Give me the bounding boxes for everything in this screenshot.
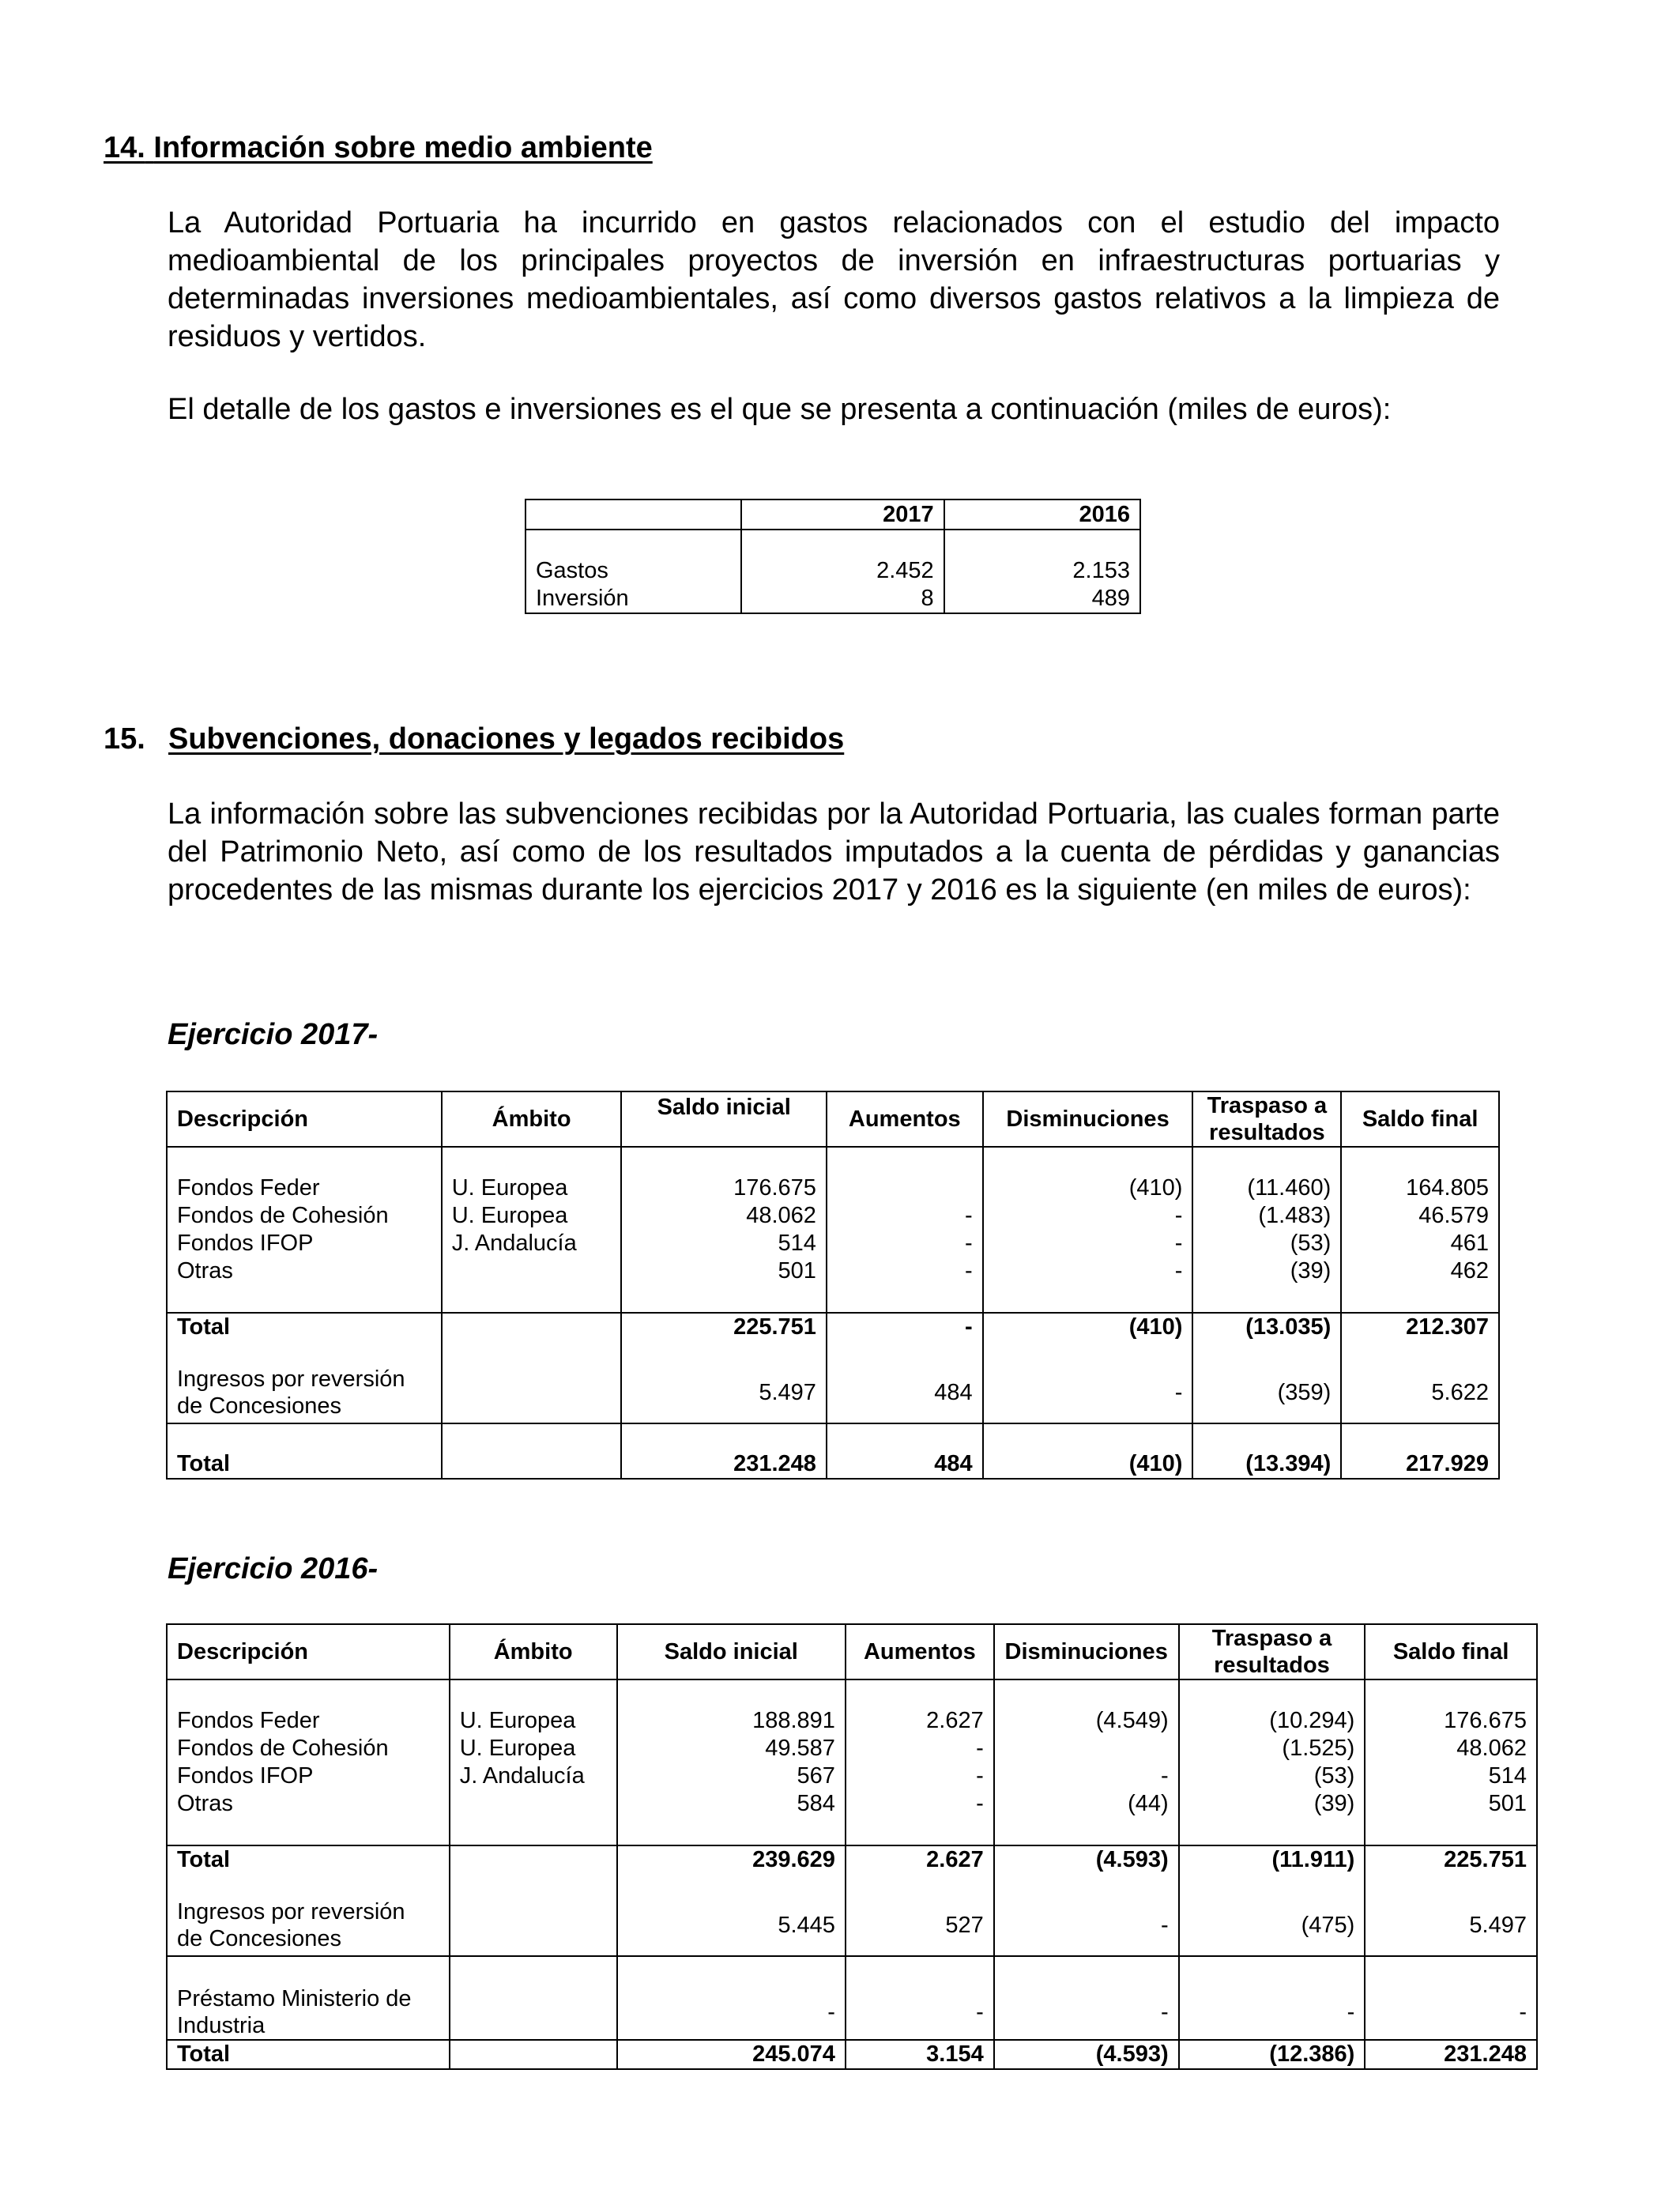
ingresos-label-line-1: Ingresos por reversión bbox=[177, 1899, 405, 1924]
row-descripcion: Fondos Feder bbox=[177, 1175, 320, 1201]
total-disminuciones: (4.593) bbox=[994, 2040, 1179, 2069]
row-saldo-final: 46.579 bbox=[1418, 1203, 1489, 1228]
subtotal-aumentos: 2.627 bbox=[846, 1845, 994, 1874]
ingresos-row bbox=[167, 1874, 1537, 1956]
ingresos-label-line-2: de Concesiones bbox=[177, 1926, 341, 1951]
row-traspaso: (1.525) bbox=[1282, 1736, 1355, 1761]
row-saldo-inicial: 501 bbox=[778, 1258, 816, 1284]
row-disminuciones: - bbox=[1174, 1258, 1183, 1284]
row-inversion-2016: 489 bbox=[1091, 586, 1130, 611]
row-saldo-final: 461 bbox=[1450, 1231, 1489, 1256]
ingresos-label-line-1: Ingresos por reversión bbox=[177, 1367, 405, 1392]
total-aumentos: 484 bbox=[827, 1423, 983, 1479]
ingresos-saldo-inicial: 5.497 bbox=[621, 1341, 826, 1423]
prestamo-aumentos: - bbox=[846, 1956, 994, 2040]
row-ambito: U. Europea bbox=[459, 1708, 576, 1733]
row-inversion-label: Inversión bbox=[536, 586, 629, 611]
row-disminuciones: - bbox=[1160, 1763, 1169, 1789]
subvenciones-2017-table bbox=[166, 1091, 1500, 1480]
row-aumentos: 2.627 bbox=[926, 1708, 984, 1733]
table-body bbox=[525, 530, 1140, 613]
row-saldo-final: 462 bbox=[1450, 1258, 1489, 1284]
prestamo-row bbox=[167, 1956, 1537, 2040]
subvenciones-2016-table bbox=[166, 1623, 1538, 2070]
row-saldo-final: 176.675 bbox=[1444, 1708, 1527, 1733]
header-saldo-final: Saldo final bbox=[1341, 1091, 1499, 1147]
row-aumentos: - bbox=[965, 1258, 973, 1284]
total-saldo-inicial: 231.248 bbox=[621, 1423, 826, 1479]
row-saldo-final: 514 bbox=[1488, 1763, 1527, 1789]
row-saldo-final: 164.805 bbox=[1406, 1175, 1489, 1201]
ingresos-saldo-final: 5.622 bbox=[1341, 1341, 1499, 1423]
header-disminuciones: Disminuciones bbox=[983, 1091, 1193, 1147]
row-aumentos bbox=[827, 1174, 973, 1202]
prestamo-saldo-final: - bbox=[1365, 1956, 1537, 2040]
prestamo-saldo-inicial: - bbox=[617, 1956, 846, 2040]
row-disminuciones: (410) bbox=[1128, 1175, 1183, 1201]
total-label: Total bbox=[167, 1423, 442, 1479]
row-descripcion: Otras bbox=[177, 1258, 233, 1284]
header-traspaso bbox=[1192, 1091, 1341, 1147]
ejercicio-2016-title: Ejercicio 2016- bbox=[168, 1552, 379, 1585]
subtotal-saldo-inicial: 239.629 bbox=[617, 1845, 846, 1874]
row-traspaso: (11.460) bbox=[1247, 1175, 1332, 1201]
row-descripcion: Fondos Feder bbox=[177, 1708, 320, 1733]
total-disminuciones: (410) bbox=[983, 1423, 1193, 1479]
subtotal-label: Total bbox=[167, 1313, 442, 1341]
header-aumentos: Aumentos bbox=[827, 1091, 983, 1147]
row-saldo-final: 501 bbox=[1488, 1791, 1527, 1816]
row-ambito bbox=[460, 1790, 616, 1818]
row-traspaso: (10.294) bbox=[1269, 1708, 1355, 1733]
section-14-paragraph-1: La Autoridad Portuaria ha incurrido en gastos relacionados con el estudio del impacto medioambiental de los principales proyectos de inversión en infraestructuras portuarias y determinadas inversiones medioambientales, así como diversos gastos relativos a la limpieza de residuos y vertidos. bbox=[168, 206, 1500, 353]
row-saldo-inicial: 176.675 bbox=[733, 1175, 816, 1201]
subtotal-traspaso: (11.911) bbox=[1179, 1845, 1365, 1874]
header-ambito: Ámbito bbox=[450, 1624, 617, 1679]
row-traspaso: (1.483) bbox=[1258, 1203, 1332, 1228]
section-15-heading bbox=[104, 722, 844, 756]
row-disminuciones: - bbox=[1174, 1203, 1183, 1228]
section-15-paragraph: La información sobre las subvenciones recibidas por la Autoridad Portuaria, las cuales forman parte del Patrimonio Neto, así como de los resultados imputados a la cuenta de pérdidas y ganancias procedentes de las mismas durante los ejercicios 2017 y 2016 es la siguiente (en miles de euros): bbox=[168, 797, 1500, 907]
header-traspaso-line-2: resultados bbox=[1209, 1120, 1325, 1145]
total-saldo-inicial: 245.074 bbox=[617, 2040, 846, 2069]
total-row bbox=[167, 1423, 1499, 1479]
row-traspaso: (39) bbox=[1313, 1791, 1355, 1816]
prestamo-traspaso: - bbox=[1179, 1956, 1365, 2040]
header-aumentos: Aumentos bbox=[846, 1624, 994, 1679]
subtotal-traspaso: (13.035) bbox=[1192, 1313, 1341, 1341]
row-inversion-2017: 8 bbox=[921, 586, 934, 611]
row-disminuciones: - bbox=[1174, 1231, 1183, 1256]
section-14-paragraph-2: El detalle de los gastos e inversiones es el que se presenta a continuación (miles de euros): bbox=[168, 393, 1392, 426]
header-ambito: Ámbito bbox=[442, 1091, 622, 1147]
row-gastos-label: Gastos bbox=[536, 558, 608, 583]
section-14-number: 14. bbox=[104, 131, 145, 164]
header-descripcion: Descripción bbox=[167, 1624, 450, 1679]
row-traspaso: (39) bbox=[1290, 1258, 1332, 1284]
subtotal-saldo-final: 225.751 bbox=[1365, 1845, 1537, 1874]
row-saldo-inicial: 48.062 bbox=[746, 1203, 816, 1228]
row-gastos-2017: 2.452 bbox=[876, 558, 934, 583]
total-row bbox=[167, 2040, 1537, 2069]
table-header-row bbox=[167, 1624, 1537, 1679]
ingresos-traspaso: (359) bbox=[1192, 1341, 1341, 1423]
prestamo-label-line-2: Industria bbox=[177, 2013, 266, 2038]
ingresos-row bbox=[167, 1341, 1499, 1423]
subtotal-row bbox=[167, 1313, 1499, 1341]
row-descripcion: Fondos IFOP bbox=[177, 1763, 314, 1789]
table-rows-group bbox=[167, 1679, 1537, 1845]
prestamo-disminuciones: - bbox=[994, 1956, 1179, 2040]
row-disminuciones: (4.549) bbox=[1095, 1708, 1169, 1733]
total-saldo-final: 231.248 bbox=[1365, 2040, 1537, 2069]
row-traspaso: (53) bbox=[1313, 1763, 1355, 1789]
row-aumentos: - bbox=[965, 1231, 973, 1256]
header-descripcion: Descripción bbox=[167, 1091, 442, 1147]
header-2016: 2016 bbox=[944, 499, 1140, 530]
subtotal-label: Total bbox=[167, 1845, 450, 1874]
subtotal-saldo-inicial: 225.751 bbox=[621, 1313, 826, 1341]
row-saldo-inicial: 49.587 bbox=[765, 1736, 835, 1761]
total-saldo-final: 217.929 bbox=[1341, 1423, 1499, 1479]
prestamo-label-line-1: Préstamo Ministerio de bbox=[177, 1986, 412, 2011]
subtotal-saldo-final: 212.307 bbox=[1341, 1313, 1499, 1341]
row-traspaso: (53) bbox=[1290, 1231, 1332, 1256]
section-15-number: 15. bbox=[104, 722, 145, 756]
ingresos-aumentos: 484 bbox=[827, 1341, 983, 1423]
section-14-heading bbox=[104, 131, 653, 165]
row-saldo-inicial: 514 bbox=[778, 1231, 816, 1256]
ingresos-saldo-final: 5.497 bbox=[1365, 1874, 1537, 1956]
row-disminuciones bbox=[995, 1735, 1169, 1762]
ingresos-aumentos: 527 bbox=[846, 1874, 994, 1956]
row-gastos-2016: 2.153 bbox=[1072, 558, 1130, 583]
row-aumentos: - bbox=[976, 1736, 984, 1761]
row-descripcion: Fondos de Cohesión bbox=[177, 1736, 389, 1761]
environment-expenses-table bbox=[525, 499, 1141, 614]
header-blank bbox=[525, 499, 741, 530]
row-aumentos: - bbox=[976, 1791, 984, 1816]
row-descripcion: Otras bbox=[177, 1791, 233, 1816]
row-descripcion: Fondos de Cohesión bbox=[177, 1203, 389, 1228]
subtotal-aumentos: - bbox=[827, 1313, 983, 1341]
section-15-title: Subvenciones, donaciones y legados recibidos bbox=[168, 722, 845, 756]
header-disminuciones: Disminuciones bbox=[994, 1624, 1179, 1679]
ingresos-traspaso: (475) bbox=[1179, 1874, 1365, 1956]
header-traspaso-line-1: Traspaso a bbox=[1211, 1626, 1332, 1651]
row-ambito bbox=[452, 1257, 621, 1285]
row-ambito: J. Andalucía bbox=[459, 1763, 585, 1789]
row-disminuciones: (44) bbox=[1128, 1791, 1169, 1816]
section-14-title: Información sobre medio ambiente bbox=[153, 131, 653, 164]
header-2017: 2017 bbox=[741, 499, 944, 530]
table-header-row bbox=[525, 499, 1140, 530]
ingresos-disminuciones: - bbox=[983, 1341, 1193, 1423]
ejercicio-2017-title: Ejercicio 2017- bbox=[168, 1018, 379, 1051]
subtotal-row bbox=[167, 1845, 1537, 1874]
row-aumentos: - bbox=[965, 1203, 973, 1228]
header-saldo-inicial: Saldo inicial bbox=[621, 1091, 826, 1147]
row-saldo-inicial: 188.891 bbox=[752, 1708, 835, 1733]
ingresos-saldo-inicial: 5.445 bbox=[617, 1874, 846, 1956]
subtotal-disminuciones: (410) bbox=[983, 1313, 1193, 1341]
subtotal-disminuciones: (4.593) bbox=[994, 1845, 1179, 1874]
total-traspaso: (13.394) bbox=[1192, 1423, 1341, 1479]
header-traspaso-line-2: resultados bbox=[1214, 1653, 1330, 1678]
header-traspaso bbox=[1179, 1624, 1365, 1679]
header-saldo-final: Saldo final bbox=[1365, 1624, 1537, 1679]
row-ambito: U. Europea bbox=[459, 1736, 576, 1761]
row-saldo-inicial: 584 bbox=[797, 1791, 835, 1816]
table-header-row bbox=[167, 1091, 1499, 1147]
header-traspaso-line-1: Traspaso a bbox=[1207, 1093, 1328, 1118]
row-descripcion: Fondos IFOP bbox=[177, 1231, 314, 1256]
ingresos-label-line-2: de Concesiones bbox=[177, 1393, 341, 1419]
ingresos-disminuciones: - bbox=[994, 1874, 1179, 1956]
row-saldo-inicial: 567 bbox=[797, 1763, 835, 1789]
row-ambito: J. Andalucía bbox=[451, 1231, 577, 1256]
row-ambito: U. Europea bbox=[451, 1203, 568, 1228]
header-saldo-inicial: Saldo inicial bbox=[617, 1624, 846, 1679]
total-traspaso: (12.386) bbox=[1179, 2040, 1365, 2069]
row-aumentos: - bbox=[976, 1763, 984, 1789]
table-rows-group bbox=[167, 1147, 1499, 1313]
total-label: Total bbox=[167, 2040, 450, 2069]
row-saldo-final: 48.062 bbox=[1456, 1736, 1527, 1761]
row-ambito: U. Europea bbox=[451, 1175, 568, 1201]
total-aumentos: 3.154 bbox=[846, 2040, 994, 2069]
